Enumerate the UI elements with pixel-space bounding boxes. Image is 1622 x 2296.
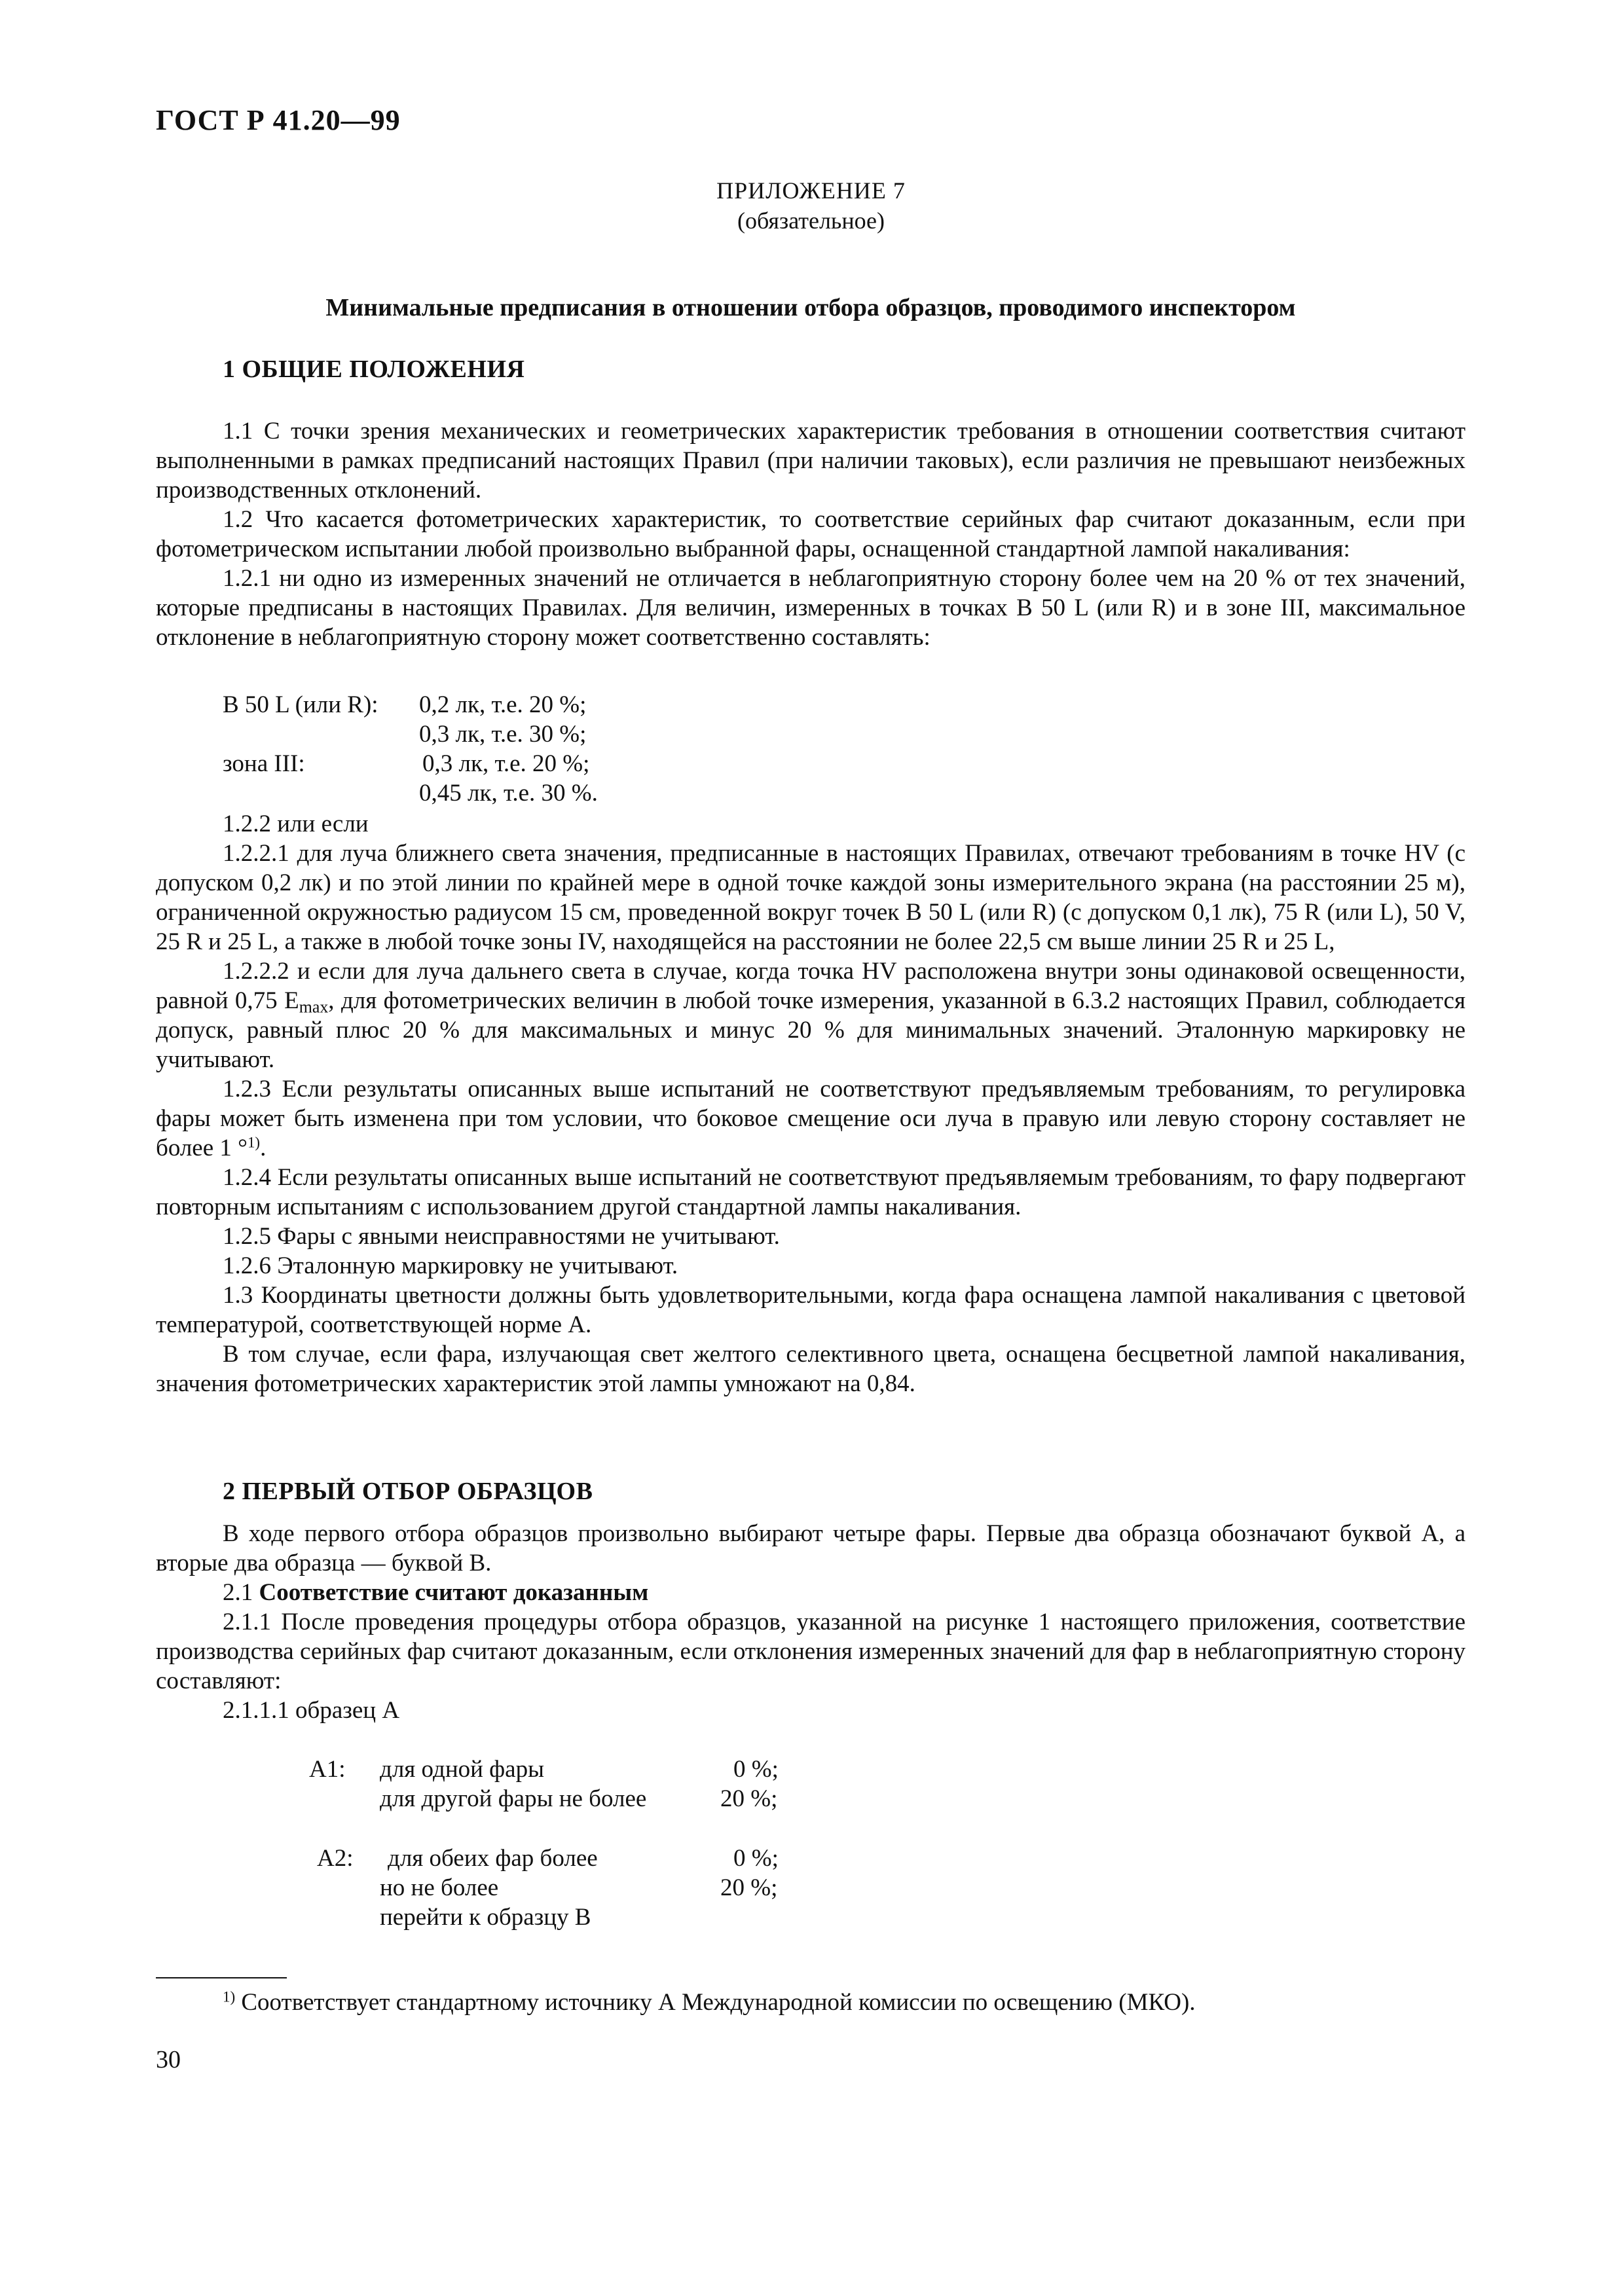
footnote-reference: 1) [247, 1134, 261, 1151]
sample-a2-row1-text: для обеих фар более [388, 1845, 598, 1872]
paragraph-2-intro: В ходе первого отбора образцов произвольно выбирают четыре фары. Первые два образца обозначают буквой А, а вторые два образца — буквой В. [156, 1520, 1465, 1576]
section-2-heading: 2 ПЕРВЫЙ ОТБОР ОБРАЗЦОВ [223, 1478, 593, 1505]
section-1-heading: 1 ОБЩИЕ ПОЛОЖЕНИЯ [223, 355, 525, 383]
sample-a2-row3-text: перейти к образцу В [380, 1904, 591, 1931]
tolerance-zone3-label: зона III: [223, 750, 305, 777]
paragraph-2-1-1-1: 2.1.1.1 образец А [223, 1697, 400, 1724]
tolerance-b50-value-1: 0,2 лк, т.е. 20 %; [419, 691, 587, 718]
paragraph-1-2-3-text-a: 1.2.3 Если результаты описанных выше испытаний не соответствуют предъявляемым требованиям, то регулировка фары может быть изменена при том условии, что боковое смещение оси луча в правую или левую сторону составляет не более 1 ° [156, 1076, 1465, 1161]
paragraph-1-2-3 [156, 1074, 1465, 1163]
sample-a2-label: А2: [317, 1845, 354, 1872]
paragraph-2-1-1: 2.1.1 После проведения процедуры отбора образцов, указанной на рисунке 1 настоящего приложения, соответствие производства серийных фар считают доказанным, если отклонения измеренных значений для фар в неблагоприятную сторону составляют: [156, 1609, 1465, 1694]
section-2-body [156, 1519, 1465, 1725]
paragraph-1-2-2: 1.2.2 или если [223, 811, 369, 837]
tolerance-zone3-value-2: 0,45 лк, т.е. 30 %. [419, 780, 598, 807]
paragraph-1-2-6: 1.2.6 Эталонную маркировку не учитывают. [223, 1252, 678, 1279]
sample-a2-row1-value: 0 %; [733, 1845, 779, 1872]
emax-subscript: max [299, 997, 329, 1017]
sample-a2-row2-text: но не более [380, 1874, 499, 1901]
paragraph-1-3-b: В том случае, если фара, излучающая свет желтого селективного цвета, оснащена бесцветной лампой накаливания, значения фотометрических характеристик этой лампы умножают на 0,84. [156, 1341, 1465, 1397]
tolerance-b50-label: В 50 L (или R): [223, 691, 378, 718]
paragraph-1-2: 1.2 Что касается фотометрических характеристик, то соответствие серийных фар считают доказанным, если при фотометрическом испытании любой произвольно выбранной фары, оснащенной стандартной лампой накаливания: [156, 506, 1465, 562]
footnote-text: Соответствует стандартному источнику А Международной комиссии по освещению (МКО). [241, 1989, 1196, 2016]
paragraph-1-2-2-2-text-b: , для фотометрических величин в любой точке измерения, указанной в 6.3.2 настоящих Правил, соблюдается допуск, равный плюс 20 % для максимальных и минус 20 % для минимальных значений. Эталонную маркировку не учитывают. [156, 987, 1465, 1073]
section-1-body-continued [156, 809, 1465, 1398]
paragraph-1-2-2-1: 1.2.2.1 для луча ближнего света значения, предписанные в настоящих Правилах, отвечают требованиям в точке HV (с допуском 0,2 лк) и по этой линии по крайней мере в одной точке каждой зоны измерительного экрана (на расстоянии 25 м), ограниченной окружностью радиусом 15 см, проведенной вокруг точек В 50 L (или R) (с допуском 0,1 лк), 75 R (или L), 50 V, 25 R и 25 L, а также в любой точке зоны IV, находящейся на расстоянии не более 22,5 см выше линии 25 R и 25 L, [156, 840, 1465, 955]
sample-a1-row1-text: для одной фары [380, 1756, 544, 1783]
sample-a1-row2-value: 20 %; [720, 1785, 778, 1812]
paragraph-1-2-2-2 [156, 957, 1465, 1074]
paragraph-1-1: 1.1 С точки зрения механических и геометрических характеристик требования в отношении соответствия считают выполненными в рамках предписаний настоящих Правил (при наличии таковых), если различия не превышают неизбежных производственных отклонений. [156, 418, 1465, 503]
paragraph-2-1-title: Соответствие считают доказанным [259, 1579, 649, 1606]
section-1-body [156, 416, 1465, 652]
paragraph-2-1-number: 2.1 [223, 1579, 253, 1606]
paragraph-1-2-4: 1.2.4 Если результаты описанных выше испытаний не соответствуют предъявляемым требованиям, то фару подвергают повторным испытаниям с использованием другой стандартной лампы накаливания. [156, 1164, 1465, 1220]
sample-a1-row1-value: 0 %; [733, 1756, 779, 1783]
sample-a1-row2-text: для другой фары не более [380, 1785, 647, 1812]
paragraph-1-2-2-2-text-a: 1.2.2.2 и если для луча дальнего света в случае, когда точка HV расположена внутри зоны одинаковой освещенности, равной 0,75 E [156, 958, 1465, 1014]
document-title: Минимальные предписания в отношении отбора образцов, проводимого инспектором [325, 294, 1296, 321]
footnote [223, 1988, 1196, 2017]
paragraph-2-1 [156, 1578, 1465, 1607]
paragraph-1-2-3-text-b: . [260, 1135, 267, 1161]
footnote-mark: 1) [223, 1988, 236, 2005]
document-header: ГОСТ Р 41.20—99 [156, 104, 401, 136]
sample-a2-row2-value: 20 %; [720, 1874, 778, 1901]
page-number: 30 [156, 2046, 181, 2073]
paragraph-1-3: 1.3 Координаты цветности должны быть удовлетворительными, когда фара оснащена лампой накаливания с цветовой температурой, соответствующей норме А. [156, 1282, 1465, 1338]
tolerance-b50-value-2: 0,3 лк, т.е. 30 %; [419, 721, 587, 748]
footnote-divider [156, 1977, 287, 1978]
sample-a1-label: А1: [309, 1756, 346, 1783]
annex-title: ПРИЛОЖЕНИЕ 7 [716, 177, 906, 204]
paragraph-1-2-1: 1.2.1 ни одно из измеренных значений не отличается в неблагоприятную сторону более чем на 20 % от тех значений, которые предписаны в настоящих Правилах. Для величин, измеренных в точках В 50 L (или R) и в зоне III, максимальное отклонение в неблагоприятную сторону может соответственно составлять: [156, 565, 1465, 651]
paragraph-1-2-5: 1.2.5 Фары с явными неисправностями не учитывают. [223, 1223, 780, 1250]
annex-subtitle: (обязательное) [737, 208, 885, 234]
tolerance-zone3-value-1: 0,3 лк, т.е. 20 %; [422, 750, 590, 777]
